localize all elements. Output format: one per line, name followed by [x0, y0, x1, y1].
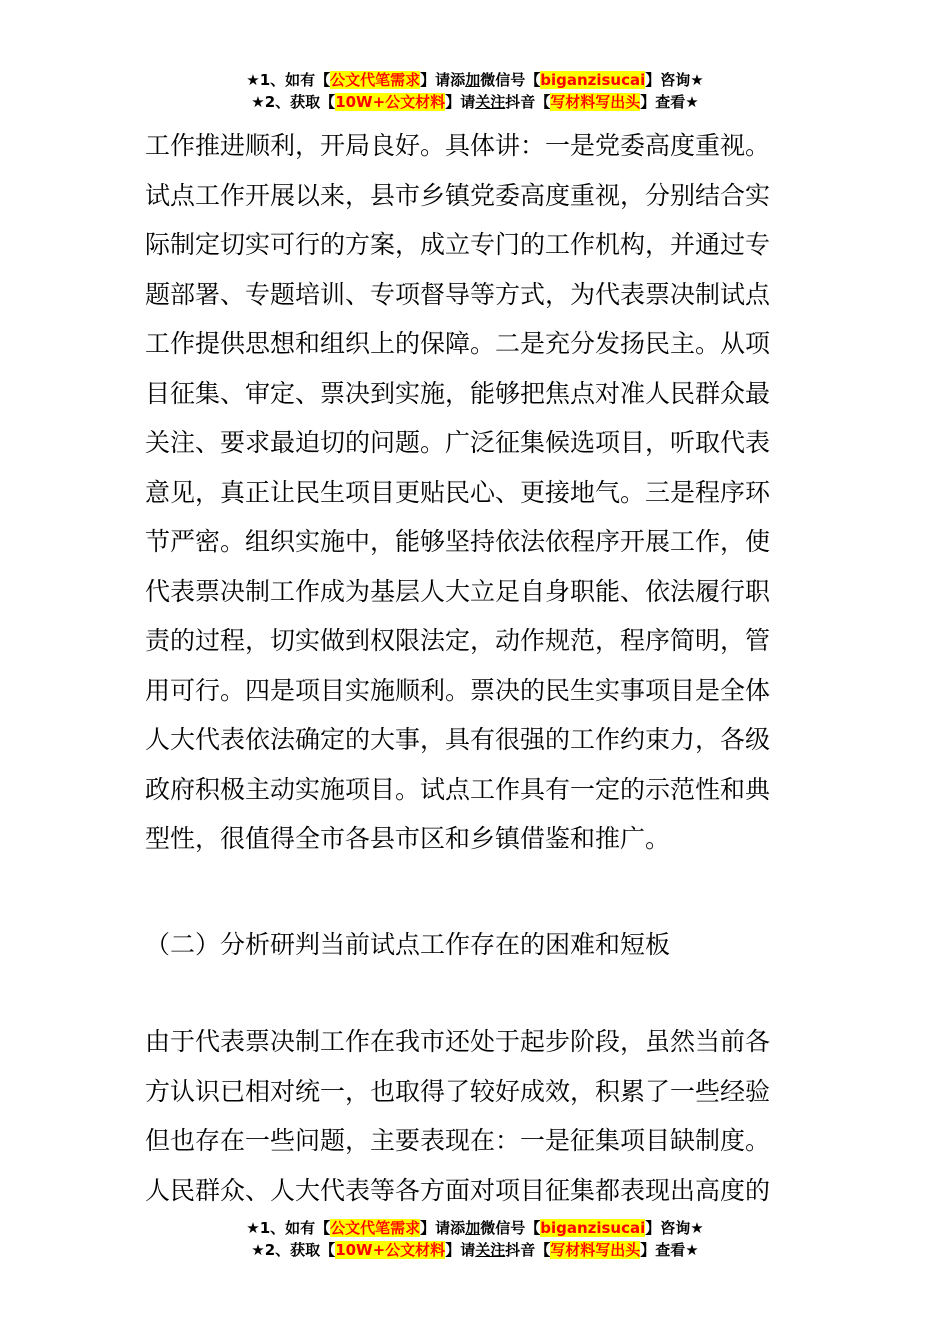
- wechat-id: biganzisucai: [540, 71, 646, 89]
- text-line: 由于代表票决制工作在我市还处于起步阶段，虽然当前各: [145, 1027, 771, 1056]
- text-line: 题部署、专题培训、专项督导等方式，为代表票决制试点: [145, 279, 771, 309]
- text-line: 试点工作开展以来，县市乡镇党委高度重视，分别结合实: [145, 180, 771, 210]
- text-line: 际制定切实可行的方案，成立专门的工作机构，并通过专: [145, 230, 771, 259]
- highlight-text: 公文代笔需求: [330, 71, 421, 89]
- text-line: 人大代表依法确定的大事，具有很强的工作约束力，各级: [145, 725, 771, 754]
- wechat-id: biganzisucai: [540, 1219, 646, 1237]
- promo-line-2: ★2、获取【10W+公文材料】请关注抖音【写材料写出头】查看★: [251, 93, 699, 111]
- heading-text: （二）分析研判当前试点工作存在的困难和短板: [145, 930, 671, 959]
- text-line: 型性，很值得全市各县市区和乡镇借鉴和推广。: [145, 824, 671, 853]
- text-line: 目征集、审定、票决到实施，能够把焦点对准人民群众最: [145, 378, 771, 408]
- promo-line-1: ★1、如有【公文代笔需求】请添加微信号【biganzisucai】咨询★: [246, 71, 704, 89]
- promo-banner-top: [0, 69, 950, 113]
- text-line: 代表票决制工作成为基层人大立足自身职能、依法履行职: [145, 576, 771, 606]
- text-line: 方认识已相对统一，也取得了较好成效，积累了一些经验: [145, 1076, 771, 1106]
- body-paragraph-2: [145, 1017, 810, 1215]
- highlight-text: 公文代笔需求: [330, 1219, 421, 1237]
- text-line: 关注、要求最迫切的问题。广泛征集候选项目，听取代表: [145, 428, 771, 457]
- douyin-account: 写材料写出头: [550, 1241, 641, 1259]
- douyin-account: 写材料写出头: [550, 93, 641, 111]
- highlight-text: 10W+公文材料: [335, 1241, 446, 1259]
- text-line: 责的过程，切实做到权限法定，动作规范，程序简明，管: [145, 626, 771, 655]
- promo-line-2: ★2、获取【10W+公文材料】请关注抖音【写材料写出头】查看★: [251, 1241, 699, 1259]
- text-line: 意见，真正让民生项目更贴民心、更接地气。三是程序环: [145, 477, 771, 507]
- section-heading: [145, 920, 810, 970]
- text-line: 用可行。四是项目实施顺利。票决的民生实事项目是全体: [145, 675, 771, 705]
- text-line: 但也存在一些问题，主要表现在：一是征集项目缺制度。: [145, 1126, 771, 1155]
- promo-line-1: ★1、如有【公文代笔需求】请添加微信号【biganzisucai】咨询★: [246, 1219, 704, 1237]
- text-line: 工作推进顺利，开局良好。具体讲：一是党委高度重视。: [145, 131, 771, 160]
- text-line: 节严密。组织实施中，能够坚持依法依程序开展工作，使: [145, 527, 771, 556]
- text-line: 政府积极主动实施项目。试点工作具有一定的示范性和典: [145, 774, 771, 804]
- text-line: 工作提供思想和组织上的保障。二是充分发扬民主。从项: [145, 329, 771, 358]
- text-line: 人民群众、人大代表等各方面对项目征集都表现出高度的: [145, 1175, 771, 1205]
- promo-banner-bottom: [0, 1217, 950, 1261]
- body-paragraph-1: [145, 121, 810, 864]
- highlight-text: 10W+公文材料: [335, 93, 446, 111]
